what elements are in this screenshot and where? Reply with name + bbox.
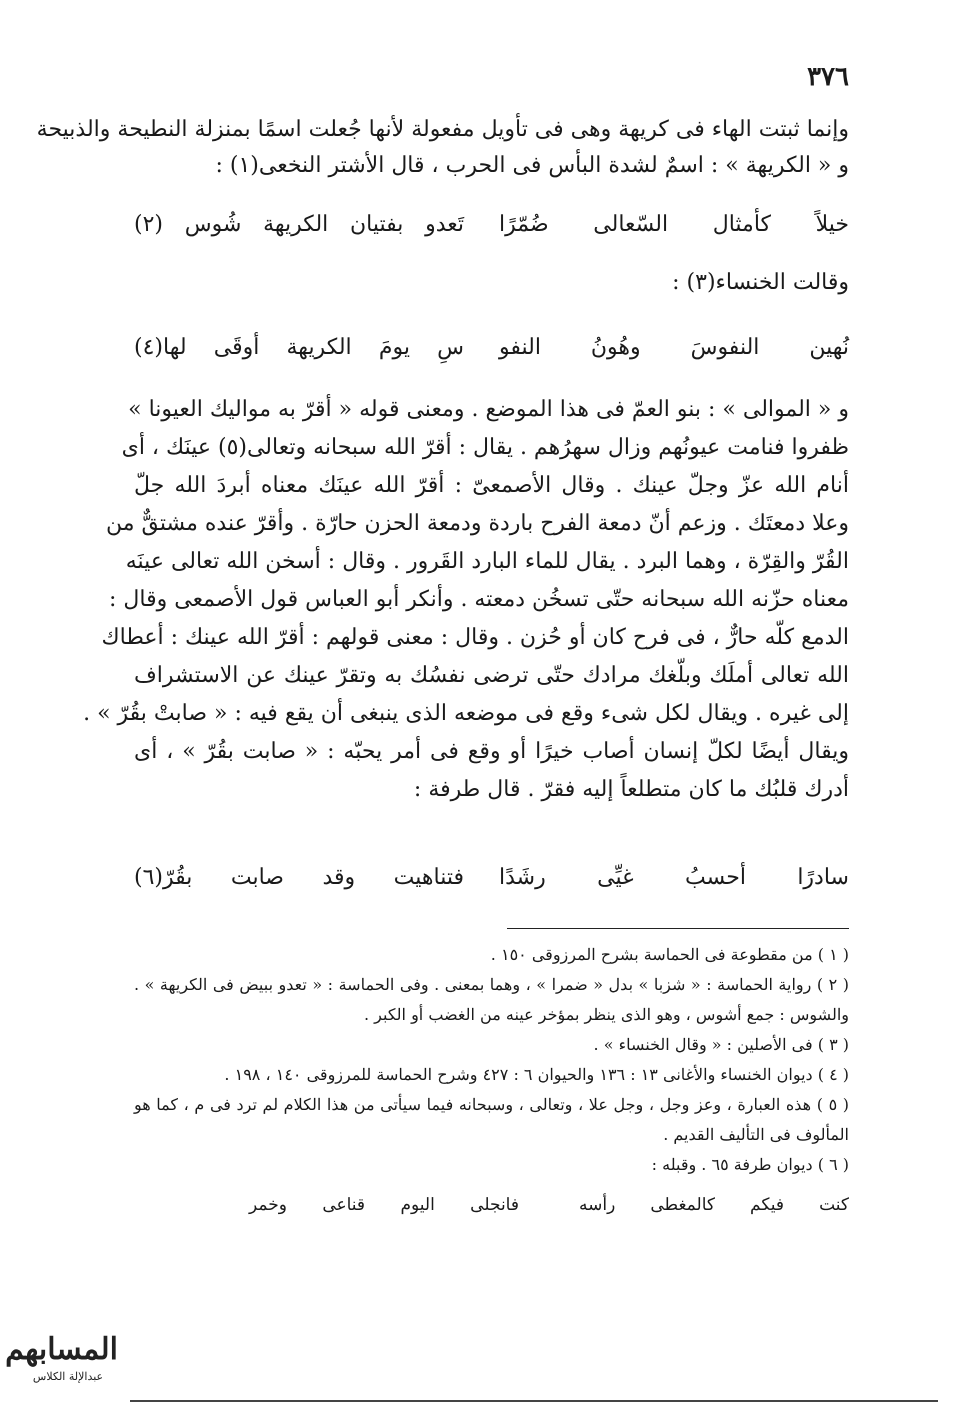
bottom-border-line — [130, 1400, 938, 1402]
text-line: وعلا دمعتَك . وزعم أنّ دمعة الفرح باردة ودمعة الحزن حارّة . وأقرّ عنده مشتقٌّ من — [105, 511, 849, 536]
verse-second-hemistich: تَعدو بفتيان الكريهة شُوس (٢) — [134, 212, 464, 237]
library-stamp-logo — [5, 1330, 118, 1412]
footnote-divider — [507, 928, 849, 929]
footnote: ( ٣ ) فى الأصلين : « وقال الخنساء » . — [593, 1035, 849, 1054]
text-line: أنام الله عزّ وجلّ عينك . وقال الأصمعىّ : أقرّ الله عينَك معناه أبردَ الله جلّ — [134, 473, 849, 498]
verse-first-hemistich: نُهين النفوسَ وهُونُ النفو — [499, 335, 849, 360]
verse-first-hemistich: سادرًا أحسبُ غيِّى رشَدًا — [499, 865, 849, 890]
footnote: ( ٤ ) ديوان الخنساء والأغانى ١٣ : ١٣٦ والحيوان ٦ : ٤٢٧ وشرح الحماسة للمرزوقى ١٤٠ ، ١٩٨ . — [224, 1065, 849, 1084]
text-line: وقالت الخنساء(٣) : — [672, 270, 849, 295]
stamp-main-text: المسابهم — [5, 1332, 118, 1367]
verse-second-hemistich: سِ يومَ الكريهة أوقَى لها(٤) — [134, 335, 464, 360]
verse-line — [134, 858, 849, 898]
verse-first-hemistich: خيلاً كأمثال السّعالى ضُمّرًا — [499, 212, 849, 237]
verse-line — [134, 328, 849, 368]
verse-second-hemistich: فتناهيت وقد صابت بقُرّ(٦) — [134, 865, 464, 890]
footnote: ( ٦ ) ديوان طرفة ٦٥ . وقبله : — [651, 1155, 849, 1174]
text-line: الدمع كلّه حارٌّ ، فى فرح كان أو حُزن . وقال : معنى قولهم : أقرّ الله عينك : أعطاك — [101, 625, 849, 650]
text-line: و « الموالى » : بنو العمّ فى هذا الموضع . ومعنى قوله « أقرّ به مواليك العيونا » — [128, 397, 849, 422]
footnote: ( ٢ ) رواية الحماسة : « شزبا » بدل « ضمرا » ، وهما بمعنى . وفى الحماسة : « تعدو ببيض فى الكريهة » . — [134, 975, 849, 994]
stamp-sub-text: عبدالإلة الكلاس — [32, 1370, 104, 1383]
page-number: ٣٧٦ — [807, 62, 849, 92]
text-line: معناه حزّنه الله سبحانه حتّى تسخُن دمعته . وأنكر أبو العباس قول الأصمعى وقال : — [109, 587, 849, 612]
footnote: ( ٥ ) هذه العبارة ، وعز وجل ، وجل علا ، وتعالى ، وسبحانه فيما سيأتى من هذا الكلام لم ترد فى م ، كما هو — [134, 1095, 850, 1114]
footnote: والشوس : جمع أشوس ، وهو الذى ينظر بمؤخر عينه من الغضب أو الكبر . — [364, 1005, 849, 1024]
text-line: إلى غيره . ويقال لكل شىء وقع فى موضعه الذى ينبغى أن يقع فيه : « صابتْ بقُرّ » . — [83, 701, 849, 726]
text-line: الله تعالى أملَك وبلّغك مرادك حتّى ترضى نفسُك به وتقرّ عينك عن الاستشراف — [134, 663, 849, 688]
footnote-verse — [249, 1188, 849, 1222]
text-line: أدرك قلبُك ما كان متطلعاً إليه فقرّ . قال طرفة : — [413, 777, 849, 802]
text-line: وإنما ثبتت الهاء فى كريهة وهى فى تأويل مفعولة لأنها جُعلت اسمًا بمنزلة النطيحة والذبيحة — [36, 117, 849, 142]
text-line: ظفروا فنامت عيونُهم وزال سهرُهم . يقال : أقرّ الله سبحانه وتعالى(٥) عينَك ، أى — [121, 435, 849, 460]
verse-first-hemistich: كنت فيكم كالمغطى رأسه — [579, 1195, 849, 1215]
text-line: القُرّ والقِرّة ، وهما البرد . يقال للماء البارد القَرور . وقال : أسخن الله تعالى عينَه — [125, 549, 849, 574]
verse-second-hemistich: فانجلى اليوم قناعى وخمر — [249, 1195, 519, 1215]
text-line: و « الكريهة » : اسمٌ لشدة البأس فى الحرب ، قال الأشتر النخعى(١) : — [215, 153, 849, 178]
footnote: المألوف فى التأليف القديم . — [663, 1125, 849, 1144]
footnote: ( ١ ) من مقطوعة فى الحماسة بشرح المرزوقى ١٥٠ . — [490, 945, 849, 964]
verse-line — [134, 205, 849, 245]
text-line: ويقال أيضًا لكلّ إنسان أصاب خيرًا أو وقع فى أمر يحبّه : « صابت بقُرّ » ، أى — [134, 739, 849, 764]
